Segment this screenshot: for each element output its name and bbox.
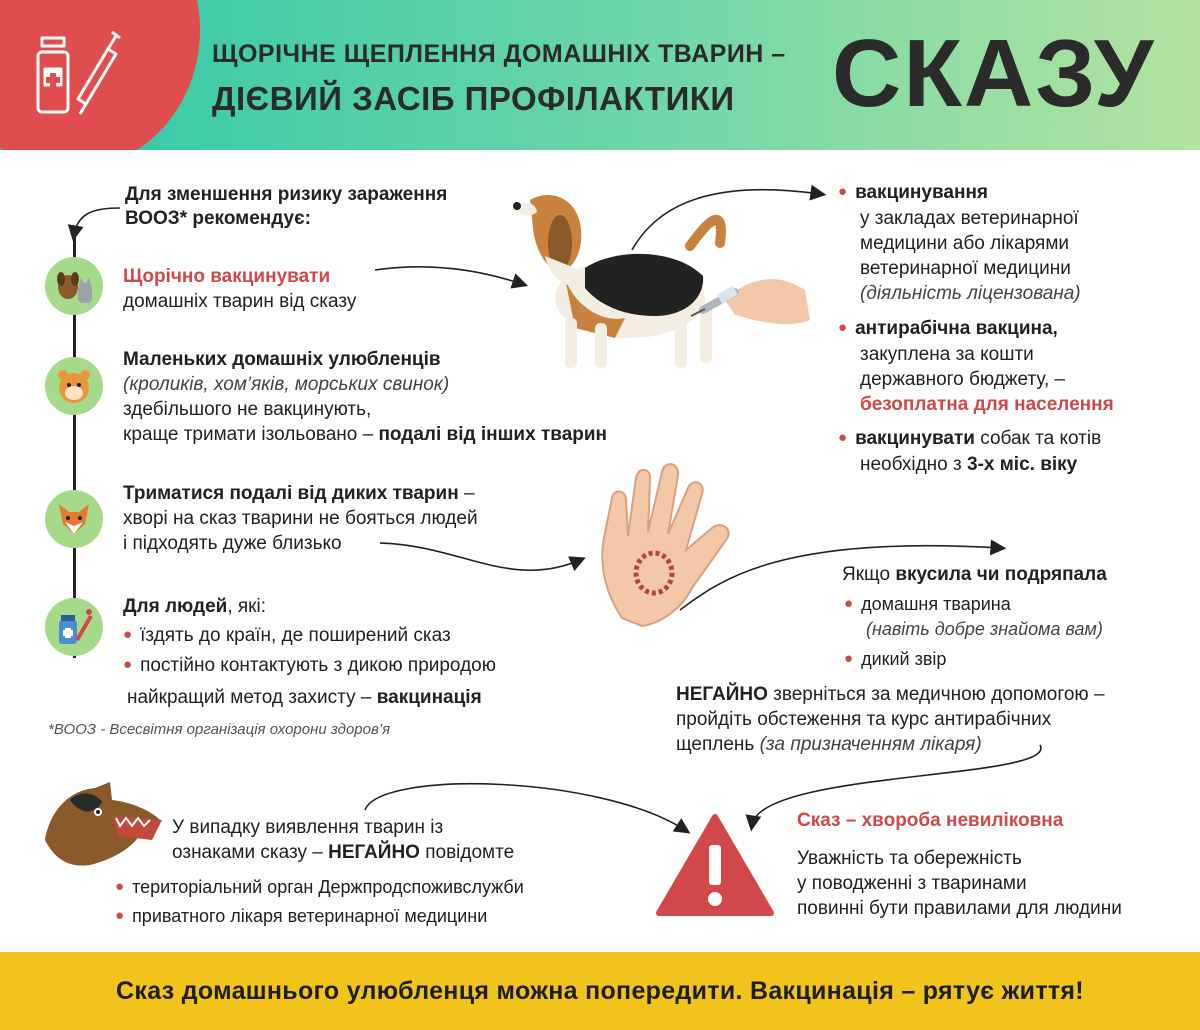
vaccination-line-1: у закладах ветеринарної xyxy=(860,208,1079,229)
urgent-line-3 xyxy=(676,732,1105,757)
wild-animals-line-1: хворі на сказ тварини не бояться людей xyxy=(123,508,478,529)
vaccination-line-2: медицини або лікарями xyxy=(860,233,1070,254)
small-pets-line-2 xyxy=(123,422,607,447)
urgent-line-2: пройдіть обстеження та курс антирабічних xyxy=(676,709,1052,730)
report-bullet-2-text: приватного лікаря ветеринарної медицини xyxy=(132,906,488,926)
bullet-dot-icon: ● xyxy=(115,907,125,924)
pets-icon xyxy=(45,257,103,315)
urgent-line-3-italic: (за призначенням лікаря) xyxy=(759,734,982,755)
age-line-1 xyxy=(838,426,1101,452)
antirabies-line-1: закуплена за кошти xyxy=(860,344,1034,365)
beagle-dog-illustration xyxy=(505,188,815,393)
vaccination-title: вакцинування xyxy=(855,182,989,203)
age-line-2-bold: 3-х міс. віку xyxy=(967,454,1078,475)
age-line-2 xyxy=(860,452,1101,477)
warning-triangle-icon xyxy=(655,813,775,918)
wild-animals-title: Триматися подалі від диких тварин xyxy=(123,483,459,504)
wild-animals-title-tail: – xyxy=(458,483,475,504)
bite-bullet-1 xyxy=(844,592,1011,618)
antirabies-title: антирабічна вакцина, xyxy=(855,318,1058,339)
urgent-bold: НЕГАЙНО xyxy=(676,684,768,705)
vaccination-line-4: (діяльність ліцензована) xyxy=(860,283,1081,304)
hamster-icon xyxy=(45,357,103,415)
urgent-line-1-text: зверніться за медичною допомогою – xyxy=(767,684,1105,705)
age-line-1-text: собак та котів xyxy=(974,428,1102,449)
report-line-1: У випадку виявлення тварин із xyxy=(172,817,444,838)
report-line-2a: ознаками сказу – xyxy=(172,842,329,863)
bite-bullet-1-note: (навіть добре знайома вам) xyxy=(866,619,1103,639)
report-line-2-bold: НЕГАЙНО xyxy=(328,842,420,863)
fox-icon xyxy=(45,490,103,548)
section-people xyxy=(123,594,496,710)
bullet-dot-icon: ● xyxy=(844,595,854,612)
bullet-dot-icon: ● xyxy=(123,626,133,643)
small-pets-line: здебільшого не вакцинують, xyxy=(123,399,372,420)
bullet-dot-icon: ● xyxy=(115,878,125,895)
age-vaccinate-bold: вакцинувати xyxy=(855,428,975,449)
small-pets-title: Маленьких домашніх улюбленців xyxy=(123,349,441,370)
medicine-icon xyxy=(45,598,103,656)
bite-lead-text: Якщо xyxy=(842,564,896,585)
people-bullet-1 xyxy=(123,623,496,649)
section-wild-animals xyxy=(123,481,478,556)
report-bullet-1 xyxy=(115,875,524,901)
antirabies-line-2: державного бюджету, – xyxy=(860,369,1066,390)
section-annual-vaccination xyxy=(123,264,356,314)
people-best-method xyxy=(127,685,496,710)
footnote: *ВООЗ - Всесвітня організація охорони здоров’я xyxy=(48,721,391,738)
bullet-dot-icon: ● xyxy=(838,319,848,336)
intro-line-1: Для зменшення ризику зараження xyxy=(125,184,448,205)
section-antirabies-vaccine xyxy=(838,316,1114,417)
intro-line-2: ВООЗ* рекомендує: xyxy=(125,208,311,229)
warning-line-2: у поводженні з тваринами xyxy=(797,873,1027,894)
section-vaccination-age xyxy=(838,426,1101,477)
people-bullet-2-text: постійно контактують з дикою природою xyxy=(140,655,496,676)
wild-animals-line-2: і підходять дуже близько xyxy=(123,533,342,554)
people-bullet-1-text: їздять до країн, де поширений сказ xyxy=(140,625,451,646)
antirabies-title-row xyxy=(838,316,1114,342)
people-title: Для людей xyxy=(123,596,228,617)
bullet-dot-icon: ● xyxy=(838,429,848,446)
bullet-dot-icon: ● xyxy=(844,650,854,667)
bite-lead-bold: вкусила чи подряпала xyxy=(895,564,1107,585)
vaccination-title-row xyxy=(838,180,1081,206)
age-line-2-text: необхідно з xyxy=(860,454,968,475)
small-pets-line-2b: подалі від інших тварин xyxy=(378,424,608,445)
bite-bullet-2-text: дикий звір xyxy=(861,649,947,669)
small-pets-line-2a: краще тримати ізольовано – xyxy=(123,424,379,445)
antirabies-free: безоплатна для населення xyxy=(860,394,1114,415)
angry-dog-illustration xyxy=(40,780,170,875)
best-method-bold: вакцинація xyxy=(376,687,482,708)
urgent-line-1 xyxy=(676,682,1105,707)
warning-line-1: Уважність та обережність xyxy=(797,848,1022,869)
annual-vaccinate-title: Щорічно вакцинувати xyxy=(123,266,331,287)
section-vaccination-places xyxy=(838,180,1081,306)
bite-bullet-1-text: домашня тварина xyxy=(861,594,1011,614)
title-line-2: ДІЄВИЙ ЗАСІБ ПРОФІЛАКТИКИ xyxy=(212,80,735,117)
report-bullet-2 xyxy=(115,904,487,930)
people-title-row xyxy=(123,594,496,619)
bullet-dot-icon: ● xyxy=(123,656,133,673)
vaccination-line-3: ветеринарної медицини xyxy=(860,258,1071,279)
title-line-1: ЩОРІЧНЕ ЩЕПЛЕННЯ ДОМАШНІХ ТВАРИН – xyxy=(212,40,786,68)
warning-title: Сказ – хвороба невиліковна xyxy=(797,810,1064,831)
footer-banner: Сказ домашнього улюбленця можна попередити. Вакцинація – рятує життя! xyxy=(0,952,1200,1030)
bitten-hand-illustration xyxy=(592,458,742,628)
report-line-2 xyxy=(172,840,514,865)
people-bullet-2 xyxy=(123,653,496,679)
people-title-tail: , які: xyxy=(227,596,266,617)
report-line-2c: повідомте xyxy=(419,842,515,863)
wild-animals-title-row xyxy=(123,481,478,506)
section-urgent-help xyxy=(676,682,1105,757)
small-pets-examples: (кроликів, хом’яків, морських свинок) xyxy=(123,374,450,395)
warning-line-3: повинні бути правилами для людини xyxy=(797,898,1122,919)
urgent-line-3-text: щеплень xyxy=(676,734,760,755)
best-method-text: найкращий метод захисту – xyxy=(127,687,377,708)
title-big: СКАЗУ xyxy=(832,20,1156,127)
bite-lead xyxy=(842,562,1107,587)
bullet-dot-icon: ● xyxy=(838,183,848,200)
bite-bullet-2 xyxy=(844,647,946,673)
report-bullet-1-text: територіальний орган Держпродспоживслужби xyxy=(132,877,524,897)
annual-vaccinate-text: домашніх тварин від сказу xyxy=(123,291,357,312)
